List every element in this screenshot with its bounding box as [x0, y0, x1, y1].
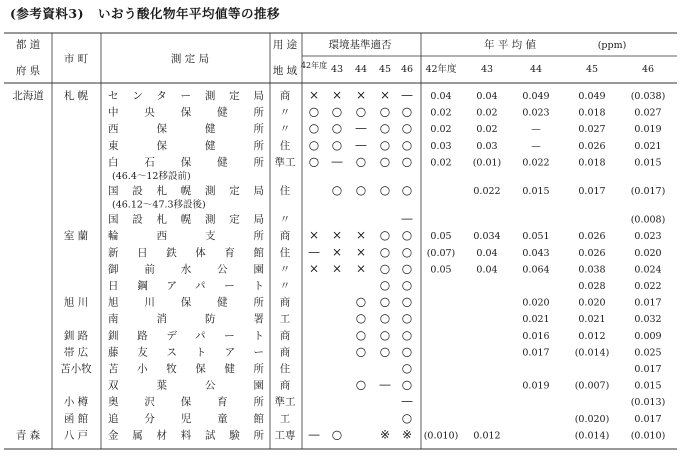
- compliance-mark: ○: [379, 311, 391, 326]
- compliance-mark: ×: [331, 88, 343, 102]
- header-usage-1: 用 途: [272, 39, 298, 51]
- average-value: 0.009: [634, 330, 662, 342]
- average-value: 0.04: [476, 247, 498, 259]
- average-value: (0.010): [423, 430, 459, 442]
- compliance-mark: ※: [379, 427, 391, 442]
- compliance-mark: ○: [331, 427, 343, 442]
- average-value: 0.023: [634, 231, 662, 243]
- average-value: 0.015: [634, 380, 662, 392]
- average-value: 0.049: [522, 91, 550, 102]
- station-note: (46.4～12移設前): [112, 171, 191, 182]
- row-city: 帯 広: [63, 346, 89, 359]
- compliance-mark: ○: [355, 327, 367, 342]
- row-station: 追分児童館: [108, 412, 264, 425]
- compliance-mark: ○: [401, 377, 413, 392]
- title-text: いおう酸化物年平均値等の推移: [98, 6, 281, 21]
- row-station: 西保健所: [108, 123, 264, 136]
- average-value: 0.021: [578, 314, 606, 326]
- compliance-mark: ×: [355, 261, 367, 276]
- row-pref: 青 森: [15, 429, 41, 442]
- compliance-mark: ○: [401, 361, 413, 375]
- row-area: 〃: [279, 280, 291, 292]
- header-avg-year-43: 43: [480, 64, 494, 75]
- average-value: 0.027: [634, 107, 662, 119]
- average-value: (0.014): [574, 347, 610, 359]
- average-value: 0.021: [634, 140, 662, 152]
- station-note: (46.12～47.3移設後): [112, 199, 206, 211]
- row-area: 商: [279, 230, 291, 243]
- average-value: 0.022: [473, 186, 501, 197]
- compliance-mark: ○: [355, 311, 367, 326]
- average-value: 0.04: [476, 91, 498, 102]
- compliance-mark: ○: [379, 121, 391, 136]
- average-value: 0.04: [430, 91, 452, 102]
- compliance-mark: ○: [308, 104, 320, 119]
- compliance-mark: ×: [355, 244, 367, 259]
- row-area: 工: [279, 313, 291, 326]
- row-area: 商: [279, 90, 291, 102]
- compliance-mark: ○: [331, 183, 343, 197]
- average-value: 0.012: [578, 330, 606, 342]
- row-area: 商: [279, 329, 291, 342]
- compliance-mark: —: [308, 427, 320, 442]
- average-value: 0.02: [476, 124, 498, 136]
- average-value: 0.016: [522, 330, 550, 342]
- average-value: 0.028: [578, 281, 606, 292]
- compliance-mark: ×: [308, 261, 320, 276]
- average-value: 0.051: [522, 231, 550, 243]
- average-value: 0.02: [430, 157, 452, 169]
- compliance-mark: ○: [401, 121, 413, 136]
- table-body: [12, 88, 665, 441]
- compliance-mark: —: [379, 377, 391, 392]
- header-avg-year-44: 44: [529, 64, 543, 75]
- average-value: 0.018: [578, 157, 606, 169]
- header-station: 測 定 局: [170, 53, 210, 65]
- row-station: 中央保健所: [108, 106, 264, 119]
- row-station: 輪西支所: [108, 230, 264, 243]
- average-value: 0.021: [522, 314, 550, 326]
- row-area: 住: [279, 185, 291, 197]
- average-value: (0.020): [574, 413, 610, 425]
- compliance-mark: ○: [401, 244, 413, 259]
- average-value: 0.049: [578, 91, 606, 102]
- average-value: 0.015: [522, 186, 550, 197]
- title-prefix: (参考資料3): [10, 6, 85, 21]
- average-value: 0.020: [634, 247, 662, 259]
- header-compliance: 環境基準適否: [328, 39, 392, 51]
- compliance-mark: —: [401, 88, 413, 102]
- average-value: 0.034: [473, 231, 501, 243]
- average-value: 0.043: [522, 247, 550, 259]
- compliance-mark: ○: [331, 104, 343, 119]
- compliance-mark: —: [331, 154, 343, 169]
- compliance-mark: ○: [379, 137, 391, 152]
- row-station: 白石保健所: [108, 156, 264, 169]
- average-value: (0.008): [630, 214, 666, 226]
- average-value: 0.05: [430, 264, 452, 276]
- compliance-mark: —: [355, 121, 367, 136]
- compliance-mark: ○: [379, 104, 391, 119]
- header-unit: (ppm): [597, 40, 627, 51]
- header-average: 年 平 均 値: [483, 39, 537, 51]
- row-station: 旭川保健所: [108, 296, 264, 309]
- row-area: 住: [279, 363, 291, 375]
- average-value: 0.019: [522, 380, 550, 392]
- compliance-mark: ×: [355, 88, 367, 102]
- compliance-mark: ○: [379, 261, 391, 276]
- compliance-mark: —: [355, 137, 367, 152]
- row-station: 南消防署: [108, 313, 264, 326]
- table-header: [16, 38, 654, 77]
- average-value: 0.017: [578, 186, 606, 197]
- average-value: 0.022: [522, 157, 550, 169]
- compliance-mark: ×: [308, 88, 320, 102]
- compliance-mark: ○: [379, 294, 391, 309]
- row-city: 旭 川: [63, 296, 89, 309]
- average-value: 0.015: [634, 157, 662, 169]
- row-area: 〃: [279, 263, 291, 276]
- average-value: (0.07): [426, 247, 456, 259]
- header-comp-year-44: 44: [354, 64, 368, 75]
- header-avg-year-45: 45: [585, 64, 599, 75]
- row-station: 双葉公園: [108, 379, 264, 392]
- row-area: 〃: [279, 123, 291, 136]
- average-value: (0.010): [630, 430, 666, 442]
- row-station: 藤友ストアー: [108, 346, 264, 359]
- compliance-mark: ○: [379, 278, 391, 292]
- average-value: 0.012: [473, 430, 501, 442]
- average-value: (0.01): [472, 157, 502, 169]
- compliance-mark: ○: [401, 344, 413, 359]
- average-value: 0.017: [634, 413, 662, 425]
- average-value: 0.017: [522, 347, 550, 359]
- average-value: 0.020: [578, 297, 606, 309]
- compliance-mark: ○: [308, 154, 320, 169]
- average-value: (0.007): [574, 380, 610, 392]
- compliance-mark: ○: [379, 154, 391, 169]
- average-value: (0.038): [630, 91, 666, 102]
- compliance-mark: ○: [379, 228, 391, 243]
- row-station: 東保健所: [108, 139, 264, 152]
- compliance-mark: ○: [401, 261, 413, 276]
- compliance-mark: ×: [331, 244, 343, 259]
- row-city: 苫小牧: [60, 363, 92, 375]
- compliance-mark: ※: [401, 427, 413, 442]
- compliance-mark: ○: [331, 137, 343, 152]
- compliance-mark: ○: [331, 121, 343, 136]
- compliance-mark: ○: [401, 104, 413, 119]
- compliance-mark: ○: [308, 137, 320, 152]
- header-avg-year-42: 42年度: [425, 64, 457, 75]
- compliance-mark: ○: [355, 154, 367, 169]
- compliance-mark: ○: [401, 137, 413, 152]
- compliance-mark: ○: [401, 327, 413, 342]
- compliance-mark: ○: [355, 104, 367, 119]
- compliance-mark: ○: [401, 278, 413, 292]
- compliance-mark: ○: [355, 294, 367, 309]
- average-value: 0.064: [522, 264, 550, 276]
- average-value: —: [531, 124, 541, 136]
- average-value: 0.04: [476, 264, 498, 276]
- row-city: 札 幌: [63, 90, 89, 102]
- row-city: 八 戸: [63, 429, 89, 442]
- average-value: 0.025: [634, 347, 662, 359]
- average-value: 0.026: [578, 247, 606, 259]
- row-area: 〃: [279, 106, 291, 119]
- header-usage-2: 地 域: [272, 65, 298, 77]
- row-station: 国設札幌測定局: [108, 213, 264, 226]
- compliance-mark: ○: [379, 327, 391, 342]
- compliance-mark: —: [401, 394, 413, 409]
- compliance-mark: ×: [331, 261, 343, 276]
- row-area: 準工: [274, 396, 296, 409]
- compliance-mark: ○: [401, 228, 413, 243]
- average-value: (0.014): [574, 430, 610, 442]
- header-avg-year-46: 46: [641, 64, 655, 75]
- compliance-mark: ○: [401, 183, 413, 197]
- average-value: (0.017): [630, 186, 666, 197]
- row-station: 御前水公園: [108, 263, 264, 276]
- header-pref-1: 都 道: [15, 39, 41, 51]
- average-value: 0.03: [430, 140, 452, 152]
- compliance-mark: —: [308, 244, 320, 259]
- row-area: 工: [279, 412, 291, 425]
- compliance-mark: ○: [401, 410, 413, 425]
- row-station: センター測定局: [108, 90, 264, 102]
- header-comp-year-42: 42年度: [300, 61, 328, 70]
- header-comp-year-43: 43: [330, 64, 344, 75]
- row-station: 国設札幌測定局: [108, 185, 264, 197]
- average-value: 0.02: [430, 124, 452, 136]
- compliance-mark: ○: [308, 121, 320, 136]
- header-city: 市 町: [63, 53, 89, 65]
- average-value: 0.024: [634, 264, 662, 276]
- average-value: 0.05: [430, 231, 452, 243]
- average-value: 0.023: [522, 107, 550, 119]
- row-city: 小 樽: [63, 396, 89, 409]
- average-value: 0.038: [578, 264, 606, 276]
- row-city: 釧 路: [63, 329, 89, 342]
- row-area: 住: [279, 139, 291, 152]
- average-value: 0.019: [634, 124, 662, 136]
- compliance-mark: —: [401, 211, 413, 226]
- row-station: 苫小牧保健所: [108, 363, 264, 375]
- row-area: 商: [279, 346, 291, 359]
- compliance-mark: ○: [355, 377, 367, 392]
- row-station: 奥沢保育所: [108, 396, 264, 409]
- average-value: 0.017: [634, 297, 662, 309]
- compliance-mark: ○: [355, 183, 367, 197]
- average-value: 0.022: [634, 281, 662, 292]
- compliance-mark: ○: [379, 344, 391, 359]
- compliance-mark: ○: [401, 311, 413, 326]
- average-value: —: [531, 140, 541, 152]
- row-area: 商: [279, 379, 291, 392]
- average-value: 0.02: [430, 107, 452, 119]
- average-value: 0.026: [578, 140, 606, 152]
- header-comp-year-46: 46: [400, 64, 414, 75]
- row-area: 住: [279, 246, 291, 259]
- header-comp-year-45: 45: [378, 64, 392, 75]
- compliance-mark: ○: [379, 244, 391, 259]
- header-pref-2: 府 県: [15, 65, 41, 77]
- row-pref: 北海道: [12, 90, 44, 102]
- average-value: 0.018: [578, 107, 606, 119]
- compliance-mark: ○: [401, 294, 413, 309]
- average-value: 0.02: [476, 107, 498, 119]
- compliance-mark: ○: [401, 154, 413, 169]
- row-area: 商: [279, 296, 291, 309]
- compliance-mark: ×: [355, 228, 367, 243]
- average-value: 0.017: [634, 364, 662, 375]
- average-value: 0.026: [578, 231, 606, 243]
- row-station: 新日鉄体育館: [108, 246, 264, 259]
- row-city: 室 蘭: [63, 230, 89, 243]
- compliance-mark: ×: [308, 228, 320, 243]
- average-value: 0.027: [578, 124, 606, 136]
- average-value: (0.013): [630, 397, 666, 409]
- row-station: 日鋼アパート: [108, 280, 264, 292]
- compliance-mark: ×: [379, 88, 391, 102]
- row-city: 函 館: [63, 412, 89, 425]
- row-station: 釧路デパート: [108, 329, 264, 342]
- row-area: 準工: [274, 156, 296, 169]
- row-station: 金属材料試験所: [108, 429, 264, 442]
- average-value: 0.03: [476, 140, 498, 152]
- compliance-mark: ○: [355, 344, 367, 359]
- average-value: 0.032: [634, 314, 662, 326]
- compliance-mark: ×: [331, 228, 343, 243]
- row-area: 〃: [279, 213, 291, 226]
- average-value: 0.020: [522, 297, 550, 309]
- row-area: 工専: [274, 429, 296, 442]
- compliance-mark: ○: [379, 183, 391, 197]
